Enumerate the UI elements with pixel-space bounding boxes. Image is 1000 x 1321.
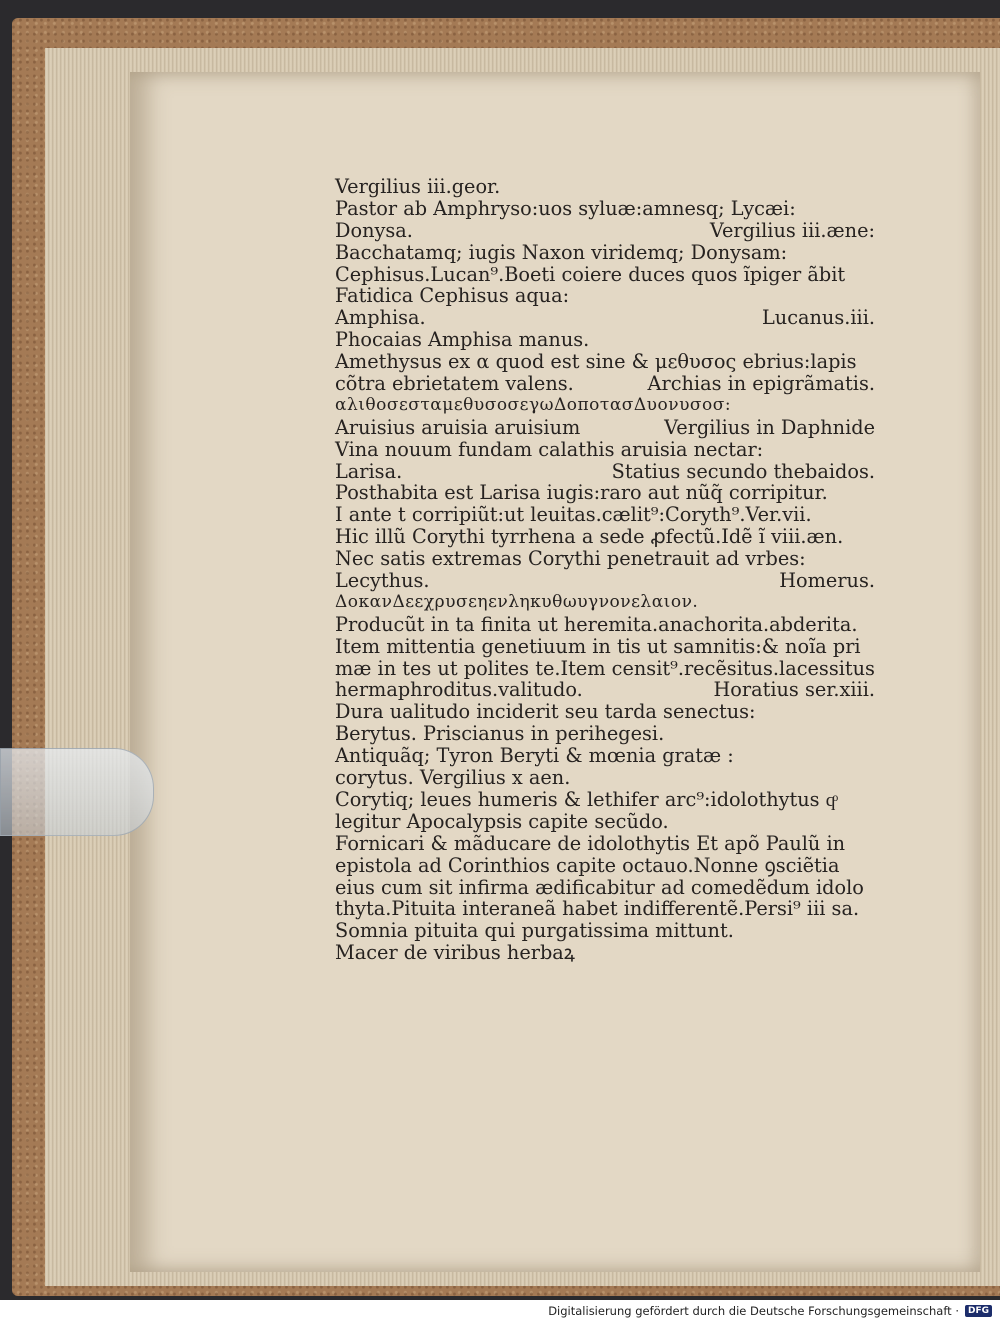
text-line-left: Producũt in ta finita ut heremita.anachorita.abderita. bbox=[335, 612, 858, 636]
text-line-right: Vergilius iii.æne: bbox=[709, 218, 875, 242]
text-line bbox=[335, 723, 875, 745]
text-line-left: Somnia pituita qui purgatissima mittunt. bbox=[335, 919, 734, 943]
text-line bbox=[335, 658, 875, 680]
text-line bbox=[335, 417, 875, 439]
text-line-left: Phocaias Amphisa manus. bbox=[335, 328, 590, 352]
text-line bbox=[335, 745, 875, 767]
text-line-left: Vergilius iii.geor. bbox=[335, 175, 501, 198]
text-line-left: Dura ualitudo inciderit seu tarda senectus: bbox=[335, 700, 756, 724]
text-line-left: thyta.Pituita interaneã habet indifferentẽ.Persi⁹ iii sa. bbox=[335, 897, 860, 921]
text-line bbox=[335, 811, 875, 833]
text-line bbox=[335, 395, 875, 417]
text-line bbox=[335, 942, 875, 964]
text-line bbox=[335, 373, 875, 395]
text-line bbox=[335, 439, 875, 461]
text-line-left: mæ in tes ut polites te.Item censit⁹.recẽsitus.lacessitus bbox=[335, 656, 875, 680]
text-line-left: Bacchatamq; iugis Naxon viridemq; Donysam: bbox=[335, 240, 788, 264]
text-line-left: Aruisius aruisia aruisium bbox=[335, 415, 581, 439]
text-line-left: Berytus. Priscianus in perihegesi. bbox=[335, 722, 665, 746]
text-line bbox=[335, 855, 875, 877]
text-line-left: Cephisus.Lucan⁹.Boeti coiere duces quos ĩpiger ãbit bbox=[335, 262, 846, 286]
text-line bbox=[335, 898, 875, 920]
text-line-right: Statius secundo thebaidos. bbox=[611, 459, 875, 483]
credit-text: Digitalisierung gefördert durch die Deutsche Forschungsgemeinschaft · bbox=[548, 1303, 959, 1318]
text-line-left: Hic illũ Corythi tyrrhena a sede ꝓfectũ.Idẽ ĩ viii.æn. bbox=[335, 525, 844, 549]
text-line-left: αλιθοσεσταμεθυσοσεγωΔοποτασΔυονυσοσ: bbox=[335, 394, 732, 415]
text-line bbox=[335, 614, 875, 636]
text-line bbox=[335, 592, 875, 614]
text-line bbox=[335, 789, 875, 811]
text-line bbox=[335, 329, 875, 351]
text-line-left: Lecythus. bbox=[335, 569, 430, 593]
text-line-left: Fornicari & mãducare de idolothytis Et apõ Paulũ in bbox=[335, 831, 846, 855]
text-line bbox=[335, 264, 875, 286]
text-line bbox=[335, 636, 875, 658]
text-line-right: Horatius ser.xiii. bbox=[713, 678, 875, 702]
text-line bbox=[335, 220, 875, 242]
text-line-left: Antiquãq; Tyron Beryti & mœnia gratæ : bbox=[335, 744, 734, 768]
text-line bbox=[335, 504, 875, 526]
text-line bbox=[335, 877, 875, 899]
text-line-left: Vina nouum fundam calathis aruisia nectar: bbox=[335, 437, 764, 461]
text-line bbox=[335, 482, 875, 504]
text-line bbox=[335, 307, 875, 329]
text-line-left: Larisa. bbox=[335, 459, 403, 483]
plastic-page-marker bbox=[0, 748, 154, 836]
text-line-left: Donysa. bbox=[335, 218, 413, 242]
text-line-left: Amphisa. bbox=[335, 306, 426, 330]
text-line-right: Homerus. bbox=[779, 569, 875, 593]
text-line bbox=[335, 548, 875, 570]
text-line-left: eius cum sit infirma ædificabitur ad comedẽdum idolo bbox=[335, 875, 864, 899]
text-line bbox=[335, 526, 875, 548]
text-line bbox=[335, 351, 875, 373]
text-line-left: Macer de viribus herbaꝝ bbox=[335, 941, 575, 965]
text-line bbox=[335, 701, 875, 723]
text-line bbox=[335, 920, 875, 942]
text-line-left: hermaphroditus.valitudo. bbox=[335, 678, 583, 702]
text-line bbox=[335, 285, 875, 307]
text-line-left: corytus. Vergilius x aen. bbox=[335, 766, 571, 790]
text-line-left: Posthabita est Larisa iugis:raro aut nũq̃ corripitur. bbox=[335, 481, 828, 505]
text-line-left: Amethysus ex α quod est sine & μεθυσος ebrius:lapis bbox=[335, 350, 857, 374]
text-line bbox=[335, 176, 875, 198]
text-line-left: legitur Apocalypsis capite secũdo. bbox=[335, 809, 669, 833]
text-line-right: Vergilius in Daphnide bbox=[664, 415, 875, 439]
text-line-left: Pastor ab Amphryso:uos syluæ:amnesq; Lycæi: bbox=[335, 196, 796, 220]
text-line bbox=[335, 767, 875, 789]
text-line-right: Lucanus.iii. bbox=[761, 306, 875, 330]
dfg-logo: DFG bbox=[965, 1305, 992, 1317]
text-line bbox=[335, 833, 875, 855]
text-line-left: Corytiq; leues humeris & lethifer arc⁹:idolothytus qͦ bbox=[335, 787, 836, 811]
text-line-right: Archias in epigrãmatis. bbox=[647, 372, 875, 396]
text-line-left: epistola ad Corinthios capite octauo.Nonne ꝯsciẽtia bbox=[335, 853, 840, 877]
text-line-left: I ante t corripiũt:ut leuitas.cælit⁹:Coryth⁹.Ver.vii. bbox=[335, 503, 812, 527]
text-line bbox=[335, 679, 875, 701]
text-line bbox=[335, 242, 875, 264]
text-line bbox=[335, 570, 875, 592]
text-line bbox=[335, 198, 875, 220]
page-text-block bbox=[335, 176, 875, 964]
digitization-credit bbox=[0, 1300, 1000, 1321]
text-line-left: cõtra ebrietatem valens. bbox=[335, 372, 574, 396]
text-line-left: Fatidica Cephisus aqua: bbox=[335, 284, 570, 308]
text-line-left: ΔοκανΔεεχρυσεηενληκυθωυγνονελαιον. bbox=[335, 591, 699, 612]
text-line-left: Item mittentia genetiuum in tis ut samnitis:& noĩa pri bbox=[335, 634, 861, 658]
text-line-left: Nec satis extremas Corythi penetrauit ad vrbes: bbox=[335, 547, 806, 571]
text-line bbox=[335, 461, 875, 483]
